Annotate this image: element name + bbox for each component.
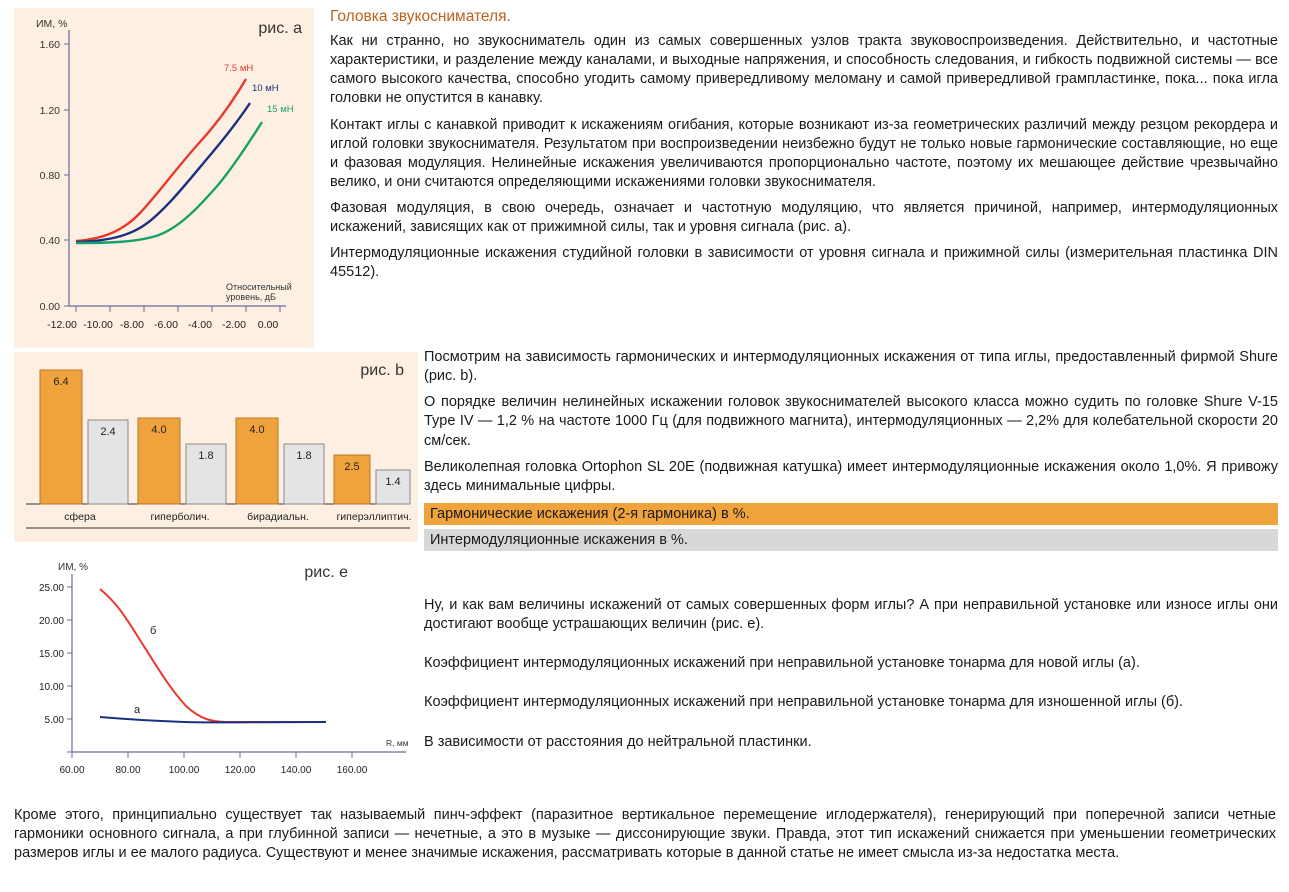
figure-a-plot — [14, 8, 314, 348]
svg-text:1.8: 1.8 — [296, 450, 312, 462]
page-title: Головка звукоснимателя. — [330, 8, 511, 25]
svg-text:5.00: 5.00 — [44, 715, 64, 726]
figure-b-title: рис. b — [360, 362, 404, 379]
figure-e-text-column — [424, 596, 1278, 772]
figure-a-title: рис. а — [258, 20, 302, 37]
figure-a-y-axis-label: ИМ, % — [36, 18, 68, 30]
figure-a-series-label-3: 15 мН — [267, 104, 294, 115]
svg-text:2.5: 2.5 — [344, 461, 360, 473]
figure-b — [14, 352, 418, 542]
paragraph-b-1: Посмотрим на зависимость гармонических и интермодуляционных искажения от типа иглы, предоставленный фирмой Shure (рис. b). — [424, 349, 1278, 385]
svg-text:120.00: 120.00 — [224, 765, 256, 776]
paragraph-e-3: Коэффициент интермодуляционных искажений при неправильной установке тонарма для изношенной иглы (б). — [424, 694, 1184, 711]
svg-text:бирадиальн.: бирадиальн. — [247, 511, 309, 523]
svg-text:80.00: 80.00 — [115, 765, 141, 776]
svg-text:уровень, дБ: уровень, дБ — [226, 292, 276, 302]
svg-text:0.00: 0.00 — [257, 319, 279, 331]
svg-text:60.00: 60.00 — [59, 765, 85, 776]
figure-e-title: рис. е — [304, 564, 348, 581]
svg-text:1.60: 1.60 — [39, 39, 60, 51]
figure-a-series-label-1: 7.5 мН — [224, 63, 254, 74]
svg-text:-12.00: -12.00 — [47, 319, 77, 331]
svg-text:1.8: 1.8 — [198, 450, 214, 462]
svg-text:6.4: 6.4 — [53, 376, 69, 388]
intro-text-column — [330, 8, 1278, 290]
svg-text:20.00: 20.00 — [38, 616, 64, 627]
figure-b-text-column — [424, 348, 1278, 551]
svg-text:0.80: 0.80 — [39, 170, 60, 182]
svg-text:2.4: 2.4 — [100, 426, 116, 438]
svg-text:4.0: 4.0 — [151, 424, 167, 436]
svg-text:25.00: 25.00 — [38, 583, 64, 594]
svg-text:10.00: 10.00 — [38, 682, 64, 693]
paragraph-e-1: Ну, и как вам величины искажений от самых совершенных форм иглы? А при неправильной установке или износе иглы они достигают вообще устрашающих величин (рис. е). — [424, 597, 1278, 633]
paragraph-bottom-1: Кроме этого, принципиально существует так называемый пинч-эффект (паразитное вертикальное перемещение иглодержателя), генерирующий при поперечной записи четные гармоники основного сигнала, а при глубинной записи — нечетные, а это в музыке — диссонирующие звуки. Правда, этот тип искажений снижается при уменьшении геометрических размеров иглы и ее малого радиуса. Существуют и менее значимые искажения, рассматривать которые в данной статье не имеет смысла из-за недостатка места. — [14, 807, 1276, 862]
svg-text:4.0: 4.0 — [249, 424, 265, 436]
svg-text:-10.00: -10.00 — [83, 319, 113, 331]
paragraph-b-3: Великолепная головка Ortophon SL 20E (подвижная катушка) имеет интермодуляционные искажения около 1,0%. Я привожу здесь минимальные цифры. — [424, 458, 1278, 494]
figure-e-y-axis-label: ИМ, % — [58, 562, 88, 573]
svg-text:1.4: 1.4 — [385, 476, 401, 488]
svg-text:-4.00: -4.00 — [188, 319, 212, 331]
svg-text:-8.00: -8.00 — [120, 319, 144, 331]
legend-harmonic: Гармонические искажения (2-я гармоника) в %. — [424, 503, 1278, 525]
legend-intermodulation: Интермодуляционные искажения в %. — [424, 529, 1278, 551]
svg-text:15.00: 15.00 — [38, 649, 64, 660]
paragraph-b-2: О порядке величин нелинейных искажении головок звукоснимателей высокого класса можно судить по головке Shure V-15 Type IV — 1,2 % на частоте 1000 Гц (для подвижного магнита), интермодуляционных — 2,2% для колебательной скорости 20 см/сек. — [424, 394, 1278, 449]
figure-b-plot — [14, 352, 418, 542]
figure-e-series-label-b: б — [150, 625, 157, 637]
paragraph-4: Интермодуляционные искажения студийной головки в зависимости от уровня сигнала и прижимной силы (измерительная пластинка DIN 45512). — [330, 245, 1278, 281]
svg-text:0.40: 0.40 — [39, 235, 60, 247]
figure-e — [14, 556, 418, 806]
svg-text:Относительный: Относительный — [226, 282, 292, 292]
svg-text:гиперболич.: гиперболич. — [150, 511, 210, 523]
svg-text:140.00: 140.00 — [280, 765, 312, 776]
paragraph-e-2: Коэффициент интермодуляционных искажений при неправильной установке тонарма для новой иглы (а). — [424, 655, 1140, 672]
figure-a — [14, 8, 314, 348]
closing-text-block — [14, 806, 1276, 870]
svg-text:-6.00: -6.00 — [154, 319, 178, 331]
paragraph-3: Фазовая модуляция, в свою очередь, означает и частотную модуляцию, что является причиной, например, интермодуляционных искажений, зависящих как от прижимной силы, так и уровня сигнала (рис. а). — [330, 200, 1278, 236]
svg-text:гиперэллиптич.: гиперэллиптич. — [336, 511, 412, 523]
svg-text:1.20: 1.20 — [39, 105, 60, 117]
paragraph-2: Контакт иглы с канавкой приводит к искажениям огибания, которые возникают из-за геометрических различий между резцом рекордера и иглой головки звукоснимателя. Результатом при воспроизведении неизбежно будут не только новые гармонические составляющие, но еще и фазовая модуляция. Нелинейные искажения увеличиваются пропорционально частоте, поэтому их мешающее действие чрезвычайно велико, и они считаются определяющими искажениями головки звукоснимателя. — [330, 116, 1278, 190]
svg-text:0.00: 0.00 — [39, 301, 60, 313]
figure-e-series-label-a: а — [134, 704, 141, 716]
svg-text:сфера: сфера — [64, 511, 96, 523]
figure-e-plot — [14, 556, 418, 806]
paragraph-e-4: В зависимости от расстояния до нейтральной пластинки. — [424, 733, 812, 750]
svg-text:-2.00: -2.00 — [222, 319, 246, 331]
svg-text:R, мм: R, мм — [386, 738, 409, 748]
svg-text:100.00: 100.00 — [168, 765, 200, 776]
svg-text:160.00: 160.00 — [336, 765, 368, 776]
paragraph-1: Как ни странно, но звукосниматель один из самых совершенных узлов тракта звуковоспроизведения. Действительно, и частотные характеристики, и разделение между каналами, и выходные напряжения, и способность следования, и гибкость подвижной системы — все самого высокого качества, способно угодить самому привередливому меломану и самой привередливой грампластинке, пока... пока игла головки не опустится в канавку. — [330, 33, 1278, 107]
figure-a-series-label-2: 10 мН — [252, 83, 279, 94]
